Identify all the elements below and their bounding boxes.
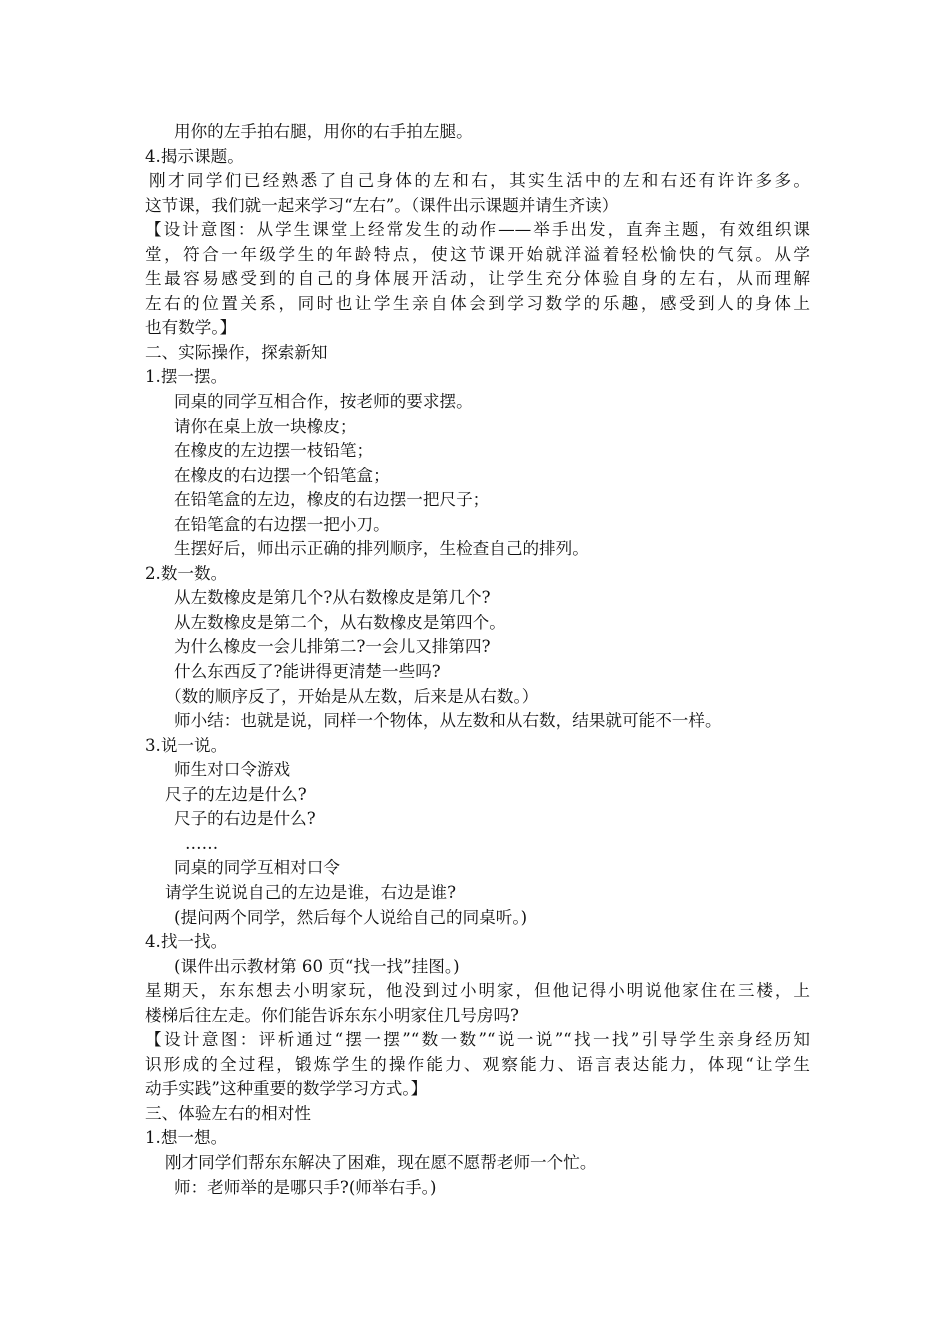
text-line: 楼梯后往左走。你们能告诉东东小明家住几号房吗? — [145, 1005, 519, 1025]
text-line: 生最容易感受到的自己的身体展开活动，让学生充分体验自身的左右，从而理解 — [145, 269, 810, 289]
text-line: 这节课，我们就一起来学习“左右”。（课件出示课题并请生齐读） — [145, 195, 619, 215]
text-line: …… — [185, 833, 219, 853]
text-line: 1.摆一摆。 — [145, 367, 228, 387]
text-line: (提问两个同学，然后每个人说给自己的同桌听。) — [174, 907, 528, 927]
text-line: 从左数橡皮是第二个，从右数橡皮是第四个。 — [174, 612, 506, 632]
text-line: 师生对口令游戏 — [174, 760, 291, 780]
text-line: 星期天，东东想去小明家玩，他没到过小明家，但他记得小明说他家住在三楼，上 — [145, 981, 810, 1001]
text-line: （数的顺序反了，开始是从左数，后来是从右数。） — [165, 686, 539, 706]
text-line: 用你的左手拍右腿，用你的右手拍左腿。 — [174, 122, 473, 141]
text-line: 2.数一数。 — [145, 563, 228, 583]
text-line: 请你在桌上放一块橡皮； — [174, 416, 357, 436]
text-line: 从左数橡皮是第几个?从右数橡皮是第几个? — [174, 588, 491, 608]
text-line: 生摆好后，师出示正确的排列顺序，生检查自己的排列。 — [174, 539, 589, 559]
text-line: 4.揭示课题。 — [145, 146, 244, 166]
text-line: 师：老师举的是哪只手?(师举右手。) — [174, 1177, 437, 1197]
text-line: 什么东西反了?能讲得更清楚一些吗? — [174, 662, 441, 682]
text-line: 3.说一说。 — [145, 735, 228, 755]
text-line: 4.找一找。 — [145, 932, 228, 952]
text-line: 在铅笔盒的左边，橡皮的右边摆一把尺子； — [174, 490, 490, 510]
text-line: 动手实践”这种重要的数学学习方式。】 — [145, 1079, 428, 1099]
text-line: 识形成的全过程，锻炼学生的操作能力、观察能力、语言表达能力，体现“让学生 — [145, 1054, 810, 1074]
text-line: 同桌的同学互相对口令 — [174, 858, 340, 878]
text-line: 【设计意图：评析通过“摆一摆”“数一数”“说一说”“找一找”引导学生亲身经历知 — [145, 1030, 810, 1050]
text-line: 同桌的同学互相合作，按老师的要求摆。 — [174, 392, 473, 412]
text-line: 【设计意图：从学生课堂上经常发生的动作——举手出发，直奔主题，有效组织课 — [145, 220, 810, 240]
text-line: 在橡皮的右边摆一个铅笔盒； — [174, 465, 390, 485]
text-line: 二、实际操作，探索新知 — [145, 342, 328, 362]
text-line: 为什么橡皮一会儿排第二?一会儿又排第四? — [174, 637, 491, 657]
text-line: 也有数学。】 — [145, 318, 237, 338]
text-line: 堂，符合一年级学生的年龄特点，使这节课开始就洋溢着轻松愉快的气氛。从学 — [145, 244, 810, 264]
text-line: 刚才同学们帮东东解决了困难，现在愿不愿帮老师一个忙。 — [165, 1152, 597, 1172]
text-line: 三、体验左右的相对性 — [145, 1103, 311, 1123]
text-line: 尺子的左边是什么? — [165, 784, 307, 804]
text-line: 请学生说说自己的左边是谁，右边是谁? — [165, 882, 456, 902]
text-line: 1.想一想。 — [145, 1128, 228, 1148]
document-page — [145, 120, 810, 1200]
text-line: 尺子的右边是什么? — [174, 809, 316, 829]
text-line: 在铅笔盒的右边摆一把小刀。 — [174, 514, 390, 534]
text-line: 左右的位置关系，同时也让学生亲自体会到学习数学的乐趣，感受到人的身体上 — [145, 293, 810, 313]
text-line: (课件出示教材第 60 页“找一找”挂图。) — [174, 956, 460, 976]
text-line: 刚才同学们已经熟悉了自己身体的左和右，其实生活中的左和右还有许许多多。 — [149, 171, 810, 191]
text-line: 师小结：也就是说，同样一个物体，从左数和从右数，结果就可能不一样。 — [174, 711, 722, 731]
text-line: 在橡皮的左边摆一枝铅笔； — [174, 441, 374, 461]
